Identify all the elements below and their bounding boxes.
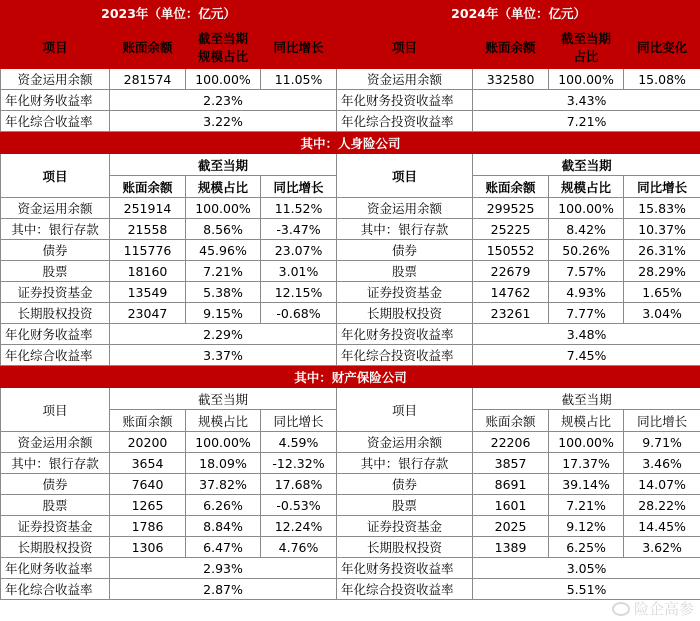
rate-row [1, 558, 700, 579]
row-value: 9.12% [549, 516, 624, 537]
header-row [1, 25, 700, 69]
row-label: 债券 [1, 474, 110, 495]
row-value: 50.26% [549, 240, 624, 261]
row-value: 100.00% [186, 432, 261, 453]
row-label: 其中：银行存款 [1, 219, 110, 240]
data-row [1, 282, 700, 303]
section-title: 其中：人身险公司 [1, 132, 700, 154]
row-value: 8691 [473, 474, 549, 495]
row-value: 7.21% [549, 495, 624, 516]
data-row [1, 495, 700, 516]
row-value: 100.00% [549, 198, 624, 219]
row-value: 150552 [473, 240, 549, 261]
row-value: 2025 [473, 516, 549, 537]
rate-value: 3.37% [110, 345, 337, 366]
column-header: 同比增长 [261, 176, 337, 198]
row-label: 其中：银行存款 [1, 453, 110, 474]
rate-value: 2.87% [110, 579, 337, 600]
row-value: 4.93% [549, 282, 624, 303]
column-header: 规模占比 [186, 176, 261, 198]
row-value: -12.32% [261, 453, 337, 474]
row-label: 长期股权投资 [1, 537, 110, 558]
row-label: 证券投资基金 [1, 516, 110, 537]
row-value: 6.47% [186, 537, 261, 558]
column-header: 同比增长 [624, 410, 700, 432]
item-header: 项目 [337, 154, 473, 198]
rate-row [1, 111, 700, 132]
data-row [1, 240, 700, 261]
row-value: 1306 [110, 537, 186, 558]
rate-value: 2.93% [110, 558, 337, 579]
row-value: 45.96% [186, 240, 261, 261]
row-value: 1265 [110, 495, 186, 516]
column-header: 规模占比 [549, 410, 624, 432]
row-value: 28.29% [624, 261, 700, 282]
rate-label: 年化财务收益率 [1, 324, 110, 345]
row-value: 5.38% [186, 282, 261, 303]
row-label: 债券 [1, 240, 110, 261]
row-value: 4.59% [261, 432, 337, 453]
section-title-row [1, 132, 700, 154]
data-row [1, 516, 700, 537]
row-label: 股票 [1, 261, 110, 282]
row-label: 资金运用余额 [337, 432, 473, 453]
rate-label: 年化综合收益率 [1, 345, 110, 366]
row-value: 15.83% [624, 198, 700, 219]
row-value: 14762 [473, 282, 549, 303]
header-cell: 项目 [1, 25, 110, 69]
row-value: 299525 [473, 198, 549, 219]
year-title-row [1, 1, 700, 25]
row-value: 281574 [110, 69, 186, 90]
row-value: 21558 [110, 219, 186, 240]
header-cell: 账面余额 [473, 25, 549, 69]
row-value: 3.46% [624, 453, 700, 474]
row-value: 14.45% [624, 516, 700, 537]
row-value: 18160 [110, 261, 186, 282]
row-label: 债券 [337, 474, 473, 495]
row-value: 8.56% [186, 219, 261, 240]
row-value: 9.71% [624, 432, 700, 453]
row-value: 22679 [473, 261, 549, 282]
row-value: 7.21% [186, 261, 261, 282]
data-row [1, 474, 700, 495]
row-value: 332580 [473, 69, 549, 90]
row-value: 7.57% [549, 261, 624, 282]
rate-value: 2.29% [110, 324, 337, 345]
column-header: 同比增长 [261, 410, 337, 432]
row-label: 其中：银行存款 [337, 219, 473, 240]
row-value: 12.15% [261, 282, 337, 303]
row-label: 长期股权投资 [337, 537, 473, 558]
rate-label: 年化财务投资收益率 [337, 558, 473, 579]
row-label: 长期股权投资 [337, 303, 473, 324]
row-value: 100.00% [186, 69, 261, 90]
row-value: 3.62% [624, 537, 700, 558]
row-value: 1.65% [624, 282, 700, 303]
column-header: 规模占比 [549, 176, 624, 198]
rate-row [1, 324, 700, 345]
row-value: 100.00% [549, 432, 624, 453]
data-row [1, 453, 700, 474]
rate-row [1, 579, 700, 600]
data-row [1, 432, 700, 453]
item-header: 项目 [337, 388, 473, 432]
row-value: 9.15% [186, 303, 261, 324]
rate-value: 3.43% [473, 90, 700, 111]
rate-label: 年化财务投资收益率 [337, 90, 473, 111]
row-value: 10.37% [624, 219, 700, 240]
row-label: 股票 [1, 495, 110, 516]
column-header: 账面余额 [473, 410, 549, 432]
row-label: 资金运用余额 [1, 69, 110, 90]
row-value: 26.31% [624, 240, 700, 261]
header-cell: 同比增长 [261, 25, 337, 69]
rate-value: 7.45% [473, 345, 700, 366]
row-value: 100.00% [549, 69, 624, 90]
row-value: 100.00% [186, 198, 261, 219]
rate-label: 年化财务收益率 [1, 90, 110, 111]
row-value: 251914 [110, 198, 186, 219]
row-label: 股票 [337, 495, 473, 516]
period-row [1, 154, 700, 176]
row-value: 3.01% [261, 261, 337, 282]
row-value: 8.42% [549, 219, 624, 240]
row-value: 13549 [110, 282, 186, 303]
header-cell: 同比变化 [624, 25, 700, 69]
header-cell: 截至当期 占比 [549, 25, 624, 69]
row-label: 证券投资基金 [1, 282, 110, 303]
header-cell: 项目 [337, 25, 473, 69]
row-value: 4.76% [261, 537, 337, 558]
row-value: 3857 [473, 453, 549, 474]
rate-label: 年化综合投资收益率 [337, 579, 473, 600]
row-label: 证券投资基金 [337, 282, 473, 303]
data-row [1, 537, 700, 558]
row-value: 23261 [473, 303, 549, 324]
rate-label: 年化综合投资收益率 [337, 345, 473, 366]
row-value: -0.68% [261, 303, 337, 324]
period-row [1, 388, 700, 410]
year-2023-title: 2023年（单位：亿元） [1, 1, 337, 25]
row-label: 长期股权投资 [1, 303, 110, 324]
row-value: 37.82% [186, 474, 261, 495]
row-value: 6.26% [186, 495, 261, 516]
row-value: 17.68% [261, 474, 337, 495]
rate-value: 3.48% [473, 324, 700, 345]
rate-row [1, 345, 700, 366]
row-label: 资金运用余额 [337, 198, 473, 219]
rate-row [1, 90, 700, 111]
row-value: 11.05% [261, 69, 337, 90]
row-value: 6.25% [549, 537, 624, 558]
data-row [1, 198, 700, 219]
row-value: 23.07% [261, 240, 337, 261]
period-header: 截至当期 [473, 388, 700, 410]
data-row [1, 219, 700, 240]
row-label: 债券 [337, 240, 473, 261]
item-header: 项目 [1, 388, 110, 432]
watermark-text: 险企高参 [633, 600, 694, 618]
rate-label: 年化综合收益率 [1, 111, 110, 132]
row-value: 15.08% [624, 69, 700, 90]
rate-label: 年化综合投资收益率 [337, 111, 473, 132]
rate-label: 年化财务投资收益率 [337, 324, 473, 345]
year-2024-title: 2024年（单位：亿元） [337, 1, 700, 25]
row-value: 20200 [110, 432, 186, 453]
row-value: 8.84% [186, 516, 261, 537]
header-cell: 截至当期 规模占比 [186, 25, 261, 69]
rate-label: 年化财务收益率 [1, 558, 110, 579]
watermark [612, 598, 694, 619]
row-label: 证券投资基金 [337, 516, 473, 537]
row-value: 25225 [473, 219, 549, 240]
row-value: 17.37% [549, 453, 624, 474]
column-header: 账面余额 [473, 176, 549, 198]
rate-value: 3.22% [110, 111, 337, 132]
period-header: 截至当期 [110, 388, 337, 410]
data-row [1, 303, 700, 324]
column-header: 规模占比 [186, 410, 261, 432]
row-label: 股票 [337, 261, 473, 282]
column-header: 账面余额 [110, 410, 186, 432]
row-label: 资金运用余额 [1, 432, 110, 453]
column-header: 账面余额 [110, 176, 186, 198]
row-value: 22206 [473, 432, 549, 453]
row-value: 12.24% [261, 516, 337, 537]
row-label: 资金运用余额 [337, 69, 473, 90]
row-label: 资金运用余额 [1, 198, 110, 219]
period-header: 截至当期 [110, 154, 337, 176]
period-header: 截至当期 [473, 154, 700, 176]
rate-value: 2.23% [110, 90, 337, 111]
rate-value: 3.05% [473, 558, 700, 579]
row-value: 14.07% [624, 474, 700, 495]
row-value: 3654 [110, 453, 186, 474]
row-value: 1389 [473, 537, 549, 558]
row-label: 其中：银行存款 [337, 453, 473, 474]
row-value: 115776 [110, 240, 186, 261]
row-value: -0.53% [261, 495, 337, 516]
item-header: 项目 [1, 154, 110, 198]
row-value: 7.77% [549, 303, 624, 324]
data-row [1, 261, 700, 282]
row-value: 1601 [473, 495, 549, 516]
rate-value: 5.51% [473, 579, 700, 600]
row-value: -3.47% [261, 219, 337, 240]
weibo-icon [612, 602, 630, 616]
section-title-row [1, 366, 700, 388]
rate-label: 年化综合收益率 [1, 579, 110, 600]
row-value: 18.09% [186, 453, 261, 474]
header-cell: 账面余额 [110, 25, 186, 69]
row-value: 11.52% [261, 198, 337, 219]
column-header: 同比增长 [624, 176, 700, 198]
row-value: 7640 [110, 474, 186, 495]
row-value: 23047 [110, 303, 186, 324]
section-title: 其中：财产保险公司 [1, 366, 700, 388]
data-row [1, 69, 700, 90]
row-value: 28.22% [624, 495, 700, 516]
row-value: 39.14% [549, 474, 624, 495]
row-value: 3.04% [624, 303, 700, 324]
rate-value: 7.21% [473, 111, 700, 132]
row-value: 1786 [110, 516, 186, 537]
